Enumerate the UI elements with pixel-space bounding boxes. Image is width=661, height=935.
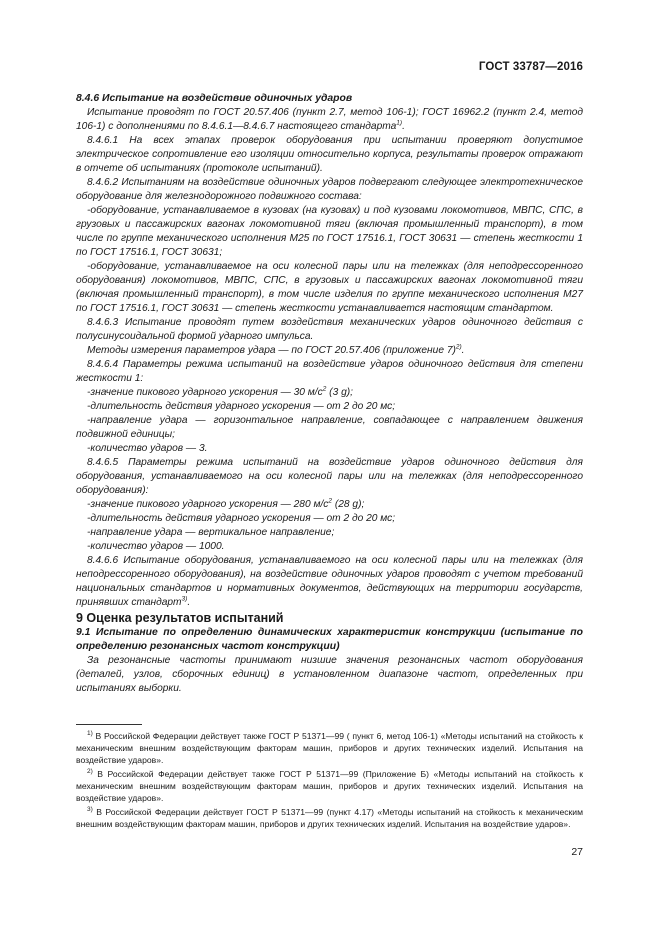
list-item: -направление удара — горизонтальное направление, совпадающее с направлением движения подвижной единицы;: [76, 415, 583, 440]
paragraph-8-4-6-3: 8.4.6.3 Испытание проводят путем воздействия механических ударов одиночного действия с полусинусоидальной формой ударного импульса.: [76, 317, 583, 342]
paragraph-8-4-6-4: 8.4.6.4 Параметры режима испытаний на воздействие ударов одиночного действия для степени жесткости 1:: [76, 359, 583, 384]
paragraph-9-1: За резонансные частоты принимают низшие значения резонансных частот оборудования (деталей, узлов, сборочных единиц) в установленном диапазоне частот, определенных при испытаниях выборки.: [76, 655, 583, 694]
footnote-ref-3[interactable]: 3): [181, 595, 188, 603]
list-item: -значение пикового ударного ускорения — 280 $м/с^2$ (28 g);: [87, 497, 365, 510]
list-item: -оборудование, устанавливаемое на оси колесной пары или на тележках (для неподрессоренного оборудования) локомотивов, МВПС, СПС, в грузовых и пассажирских вагонах локомотивной тяги (включая промышленный транспорт), в том числе изделия по группе механического исполнения М27 по ГОСТ 17516.1, ГОСТ 30631 — степень жесткости устанавливается настоящим стандартом.: [76, 261, 583, 314]
list-item: -направление удара — вертикальное направление;: [87, 527, 335, 538]
list-item: -количество ударов — 3.: [87, 443, 208, 454]
footnote-2: $^{2)}$ В Российской Федерации действует также ГОСТ Р 51371—99 (Приложение Б) «Методы испытаний на стойкость к механическим внешним воздействующим факторам машин, приборов и других технических изделий. Испытания на воздействие ударов».: [76, 768, 583, 803]
footnote-divider: [76, 724, 142, 725]
paragraph-methods: Методы измерения параметров удара — по ГОСТ 20.57.406 (приложение 7)$^{2)}$.: [87, 343, 465, 356]
list-item: -длительность действия ударного ускорения — от 2 до 20 мс;: [87, 401, 396, 412]
list-item: -длительность действия ударного ускорения — от 2 до 20 мс;: [87, 513, 396, 524]
list-item: -количество ударов — 1000.: [87, 541, 225, 552]
page-number: 27: [571, 846, 583, 858]
paragraph-8-4-6-6: 8.4.6.6 Испытание оборудования, устанавливаемого на оси колесной пары или на тележках (для неподрессоренного оборудования), на воздействие одиночных ударов проводят с учетом требований национальных стандартов и нормативных документов, действующих на территории государств, принявших стандарт$^{3)}$.: [76, 555, 583, 608]
list-item: -оборудование, устанавливаемое в кузовах (на кузовах) и под кузовами локомотивов, МВПС, СПС, в грузовых и пассажирских вагонах локомотивной тяги (включая промышленный транспорт), в том числе по группе механического исполнения М25 по ГОСТ 17516.1, ГОСТ 30631 — степень жесткости 1 по ГОСТ 17516.1, ГОСТ 30631;: [76, 205, 583, 258]
footnote-3: $^{3)}$ В Российской Федерации действует ГОСТ Р 51371—99 (пункт 4.17) «Методы испытаний на стойкость к механическим внешним воздействующим факторам машин, приборов и других технических изделий. Испытания на воздействие ударов».: [76, 806, 583, 829]
section-8-4-6-title: 8.4.6 Испытание на воздействие одиночных ударов: [76, 93, 353, 104]
paragraph-8-4-6-2: 8.4.6.2 Испытаниям на воздействие одиночных ударов подвергают следующее электротехническое оборудование для железнодорожного подвижного состава:: [76, 177, 583, 202]
footnote-ref-1[interactable]: 1): [396, 119, 403, 127]
footnote-ref-2[interactable]: 2): [455, 343, 462, 351]
footnote-1: $^{1)}$ В Российской Федерации действует также ГОСТ Р 51371—99 ( пункт 6, метод 106-1) «Методы испытаний на стойкость к механическим внешним воздействующим факторам машин, приборов и других технических изделий. Испытания на воздействие ударов».: [76, 730, 583, 765]
footnotes: [76, 730, 583, 832]
paragraph-8-4-6-5: 8.4.6.5 Параметры режима испытаний на воздействие ударов одиночного действия для оборудования, устанавливаемого на оси колесной пары или на тележках (для неподрессоренного оборудования):: [76, 457, 583, 496]
section-9-title: 9 Оценка результатов испытаний: [76, 611, 284, 625]
section-9-1-title: 9.1 Испытание по определению динамических характеристик конструкции (испытание по определению резонансных частот конструкции): [76, 627, 583, 652]
document-code-header: ГОСТ 33787—2016: [478, 61, 583, 73]
list-item: -значение пикового ударного ускорения — 30 $м/с^2$ (3 g);: [87, 385, 353, 398]
paragraph-8-4-6: Испытание проводят по ГОСТ 20.57.406 (пункт 2.7, метод 106-1); ГОСТ 16962.2 (пункт 2.4, метод 106-1) с дополнениями по 8.4.6.1—8.4.6.7 настоящего стандарта$^{1)}$.: [76, 107, 583, 132]
main-content: [76, 92, 583, 696]
paragraph-8-4-6-1: 8.4.6.1 На всех этапах проверок оборудования при испытании проверяют допустимое электрическое сопротивление его изоляции относительно корпуса, результаты проверок отражают в отчете об испытаниях (протоколе испытаний).: [76, 135, 583, 174]
